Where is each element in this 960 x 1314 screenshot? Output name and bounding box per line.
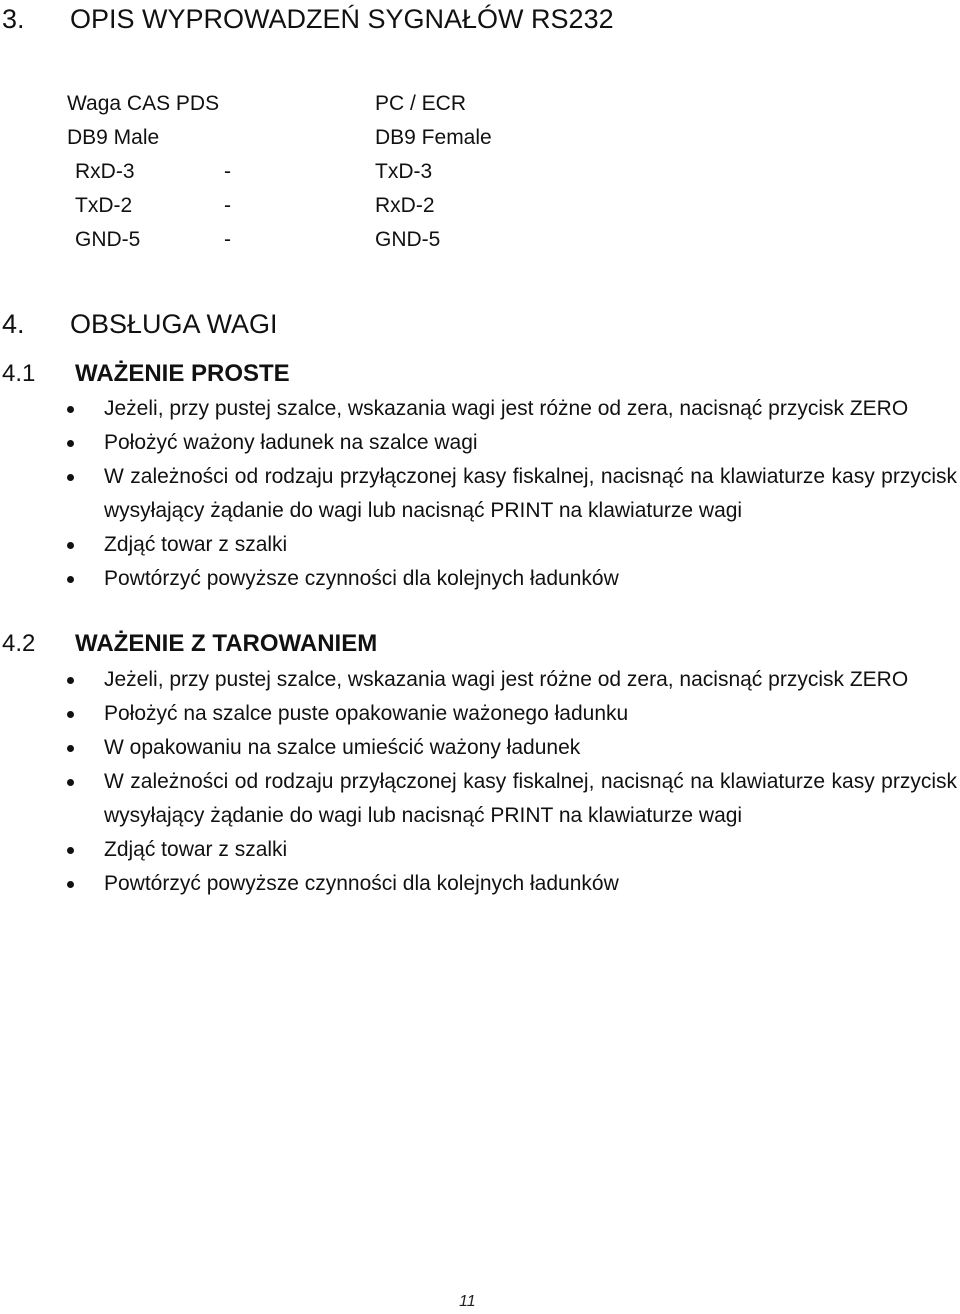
subsection-4-1-number: 4.1 [2,360,36,387]
page-number: 11 [459,1293,476,1310]
pin-row-separator: - [224,228,231,251]
subsection-4-2-title: WAŻENIE Z TAROWANIEM [75,630,378,657]
list-item-text: W zależności od rodzaju przyłączonej kasy fiskalnej, nacisnąć na klawiaturze kasy przycisk wysyłający żądanie do wagi lub nacisnąć PRINT na klawiaturze wagi [104,465,957,522]
list-item [0,833,960,867]
list-item [0,460,960,528]
pin-row-separator: - [224,160,231,183]
list-item [0,697,960,731]
pin-row-left: RxD-3 [75,160,135,183]
list-item-text: Jeżeli, przy pustej szalce, wskazania wagi jest różne od zera, nacisnąć przycisk ZERO [104,397,909,420]
bullet-icon [67,440,74,447]
section-4-number: 4. [2,309,25,339]
section-4-title: OBSŁUGA WAGI [70,309,278,339]
bullet-icon [67,542,74,549]
list-item [0,392,960,426]
list-item-text: Jeżeli, przy pustej szalce, wskazania wagi jest różne od zera, nacisnąć przycisk ZERO [104,668,909,691]
list-item-text: W opakowaniu na szalce umieścić ważony ładunek [104,736,581,759]
pin-table-left-header: Waga CAS PDS [67,92,220,115]
bullet-icon [67,677,74,684]
list-item [0,867,960,901]
list-item [0,562,960,596]
bullet-icon [67,847,74,854]
pin-table-right-connector: DB9 Female [375,126,492,149]
subsection-4-2-list [0,663,960,901]
bullet-icon [67,406,74,413]
list-item [0,426,960,460]
list-item-text: Zdjąć towar z szalki [104,838,288,861]
bullet-icon [67,474,74,481]
section-3-number: 3. [2,4,25,34]
list-item-text: Powtórzyć powyższe czynności dla kolejnych ładunków [104,567,619,590]
list-item [0,765,960,833]
subsection-4-1-list [0,392,960,596]
subsection-4-1-title: WAŻENIE PROSTE [75,360,290,387]
bullet-icon [67,711,74,718]
pin-table-right-header: PC / ECR [375,92,467,115]
pin-row-right: RxD-2 [375,194,435,217]
subsection-4-2-number: 4.2 [2,630,36,657]
section-3-title: OPIS WYPROWADZEŃ SYGNAŁÓW RS232 [70,4,614,34]
list-item [0,528,960,562]
pin-row-right: TxD-3 [375,160,433,183]
bullet-icon [67,881,74,888]
pin-table-left-connector: DB9 Male [67,126,160,149]
list-item [0,663,960,697]
list-item-text: Położyć na szalce puste opakowanie ważonego ładunku [104,702,629,725]
bullet-icon [67,779,74,786]
list-item-text: Położyć ważony ładunek na szalce wagi [104,431,478,454]
list-item [0,731,960,765]
bullet-icon [67,745,74,752]
pin-row-separator: - [224,194,231,217]
list-item-text: Powtórzyć powyższe czynności dla kolejnych ładunków [104,872,619,895]
list-item-text: W zależności od rodzaju przyłączonej kasy fiskalnej, nacisnąć na klawiaturze kasy przycisk wysyłający żądanie do wagi lub nacisnąć PRINT na klawiaturze wagi [104,770,957,827]
bullet-icon [67,576,74,583]
list-item-text: Zdjąć towar z szalki [104,533,288,556]
pin-row-left: TxD-2 [75,194,133,217]
pin-row-right: GND-5 [375,228,441,251]
pin-row-left: GND-5 [75,228,141,251]
